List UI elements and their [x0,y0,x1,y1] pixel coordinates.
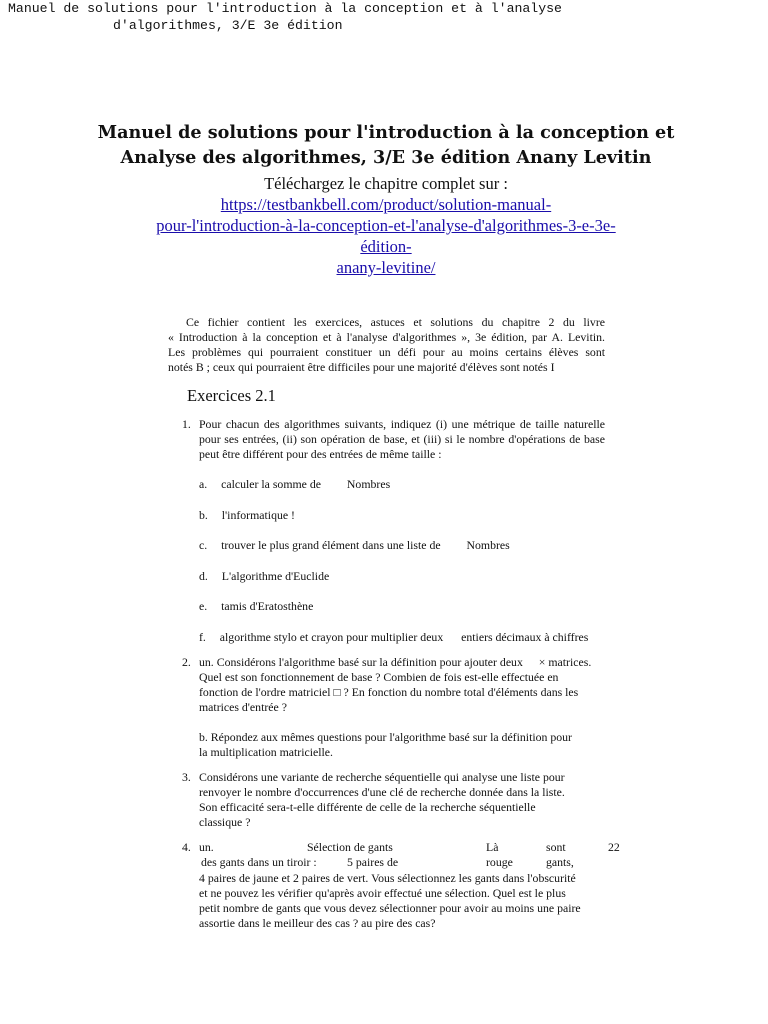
item-letter: c. [199,538,208,552]
q4-row2-word: des gants dans un tiroir : [201,855,317,869]
q4-line: et ne pouvez les vérifier qu'après avoir effectué une sélection. Quel est le plus [199,886,566,900]
item-text: L'algorithme d'Euclide [221,569,330,583]
q2-b-line: la multiplication matricielle. [199,745,333,759]
item-letter: b. [199,508,208,522]
item-tail: Nombres [346,477,391,491]
download-block [60,173,712,278]
exercises-heading: Exercices 2.1 [187,386,276,405]
download-link-line-1: https://testbankbell.com/product/solution-manual- [220,195,552,214]
q4-line: petit nombre de gants que vous devez sélectionner pour avoir au moins une paire [199,901,581,915]
q3-line: classique ? [199,815,251,829]
question-4-number: 4. [182,840,191,854]
download-link[interactable] [156,195,615,277]
intro-line: notés B ; ceux qui pourraient être difficiles pour une majorité d'élèves sont notés I [168,360,555,374]
item-letter: d. [199,569,208,583]
question-4-text [199,871,619,931]
q2-a-line: fonction de l'ordre matriciel □ ? En fonction du nombre total d'éléments dans les [199,685,579,699]
question-1-item-e [199,599,313,614]
title-line-2: Analyse des algorithmes, 3/E 3e édition Anany Levitin [120,147,652,168]
question-1-item-c [199,538,510,553]
q2-a-prefix: un. Considérons l'algorithme basé sur la définition pour ajouter deux [199,655,523,669]
item-tail: entiers décimaux à chiffres [461,630,589,644]
item-text: tamis d'Eratosthène [221,599,314,613]
question-1-item-b [199,508,295,523]
question-3-number: 3. [182,770,191,784]
item-text: trouver le plus grand élément dans une liste de [221,538,441,552]
q4-line: 4 paires de jaune et 2 paires de vert. Vous sélectionnez les gants dans l'obscurité [199,871,576,885]
question-3-text [199,770,611,830]
q4-row2-word: gants, [546,855,574,869]
q4-row1-word: 22 [608,840,620,854]
question-2-part-b [199,730,611,760]
item-letter: f. [199,630,206,644]
item-text: algorithme stylo et crayon pour multiplier deux [219,630,444,644]
question-2-number: 2. [182,655,191,669]
item-letter: e. [199,599,208,613]
question-1-item-f [199,630,588,645]
title-line-1: Manuel de solutions pour l'introduction à la conception et [97,122,675,143]
q4-row2-word: rouge [486,855,513,869]
question-1-number: 1. [182,417,191,431]
q2-a-suffix: × matrices. [538,655,592,669]
item-text: calculer la somme de [221,477,321,491]
q4-row2-word: 5 paires de [347,855,399,869]
q4-row1-word: sont [546,840,566,854]
header-line-1: Manuel de solutions pour l'introduction à la conception et à l'analyse [8,1,562,16]
q4-row1-word: Là [486,840,499,854]
intro-line: Ce fichier contient les exercices, astuces et solutions du chapitre 2 du livre [186,315,605,329]
download-link-line-3: édition- [360,237,412,256]
header-line-2: d'algorithmes, 3/E 3e édition [113,18,343,33]
item-tail: Nombres [466,538,510,552]
download-label: Téléchargez le chapitre complet sur : [264,174,508,193]
q4-row1-word: un. [199,840,214,854]
q3-line: renvoyer le nombre d'occurrences d'une clé de recherche donnée dans la liste. [199,785,565,799]
question-1-item-a [199,477,390,492]
q2-b-line: b. Répondez aux mêmes questions pour l'algorithme basé sur la définition pour [199,730,572,744]
q3-line: Considérons une variante de recherche séquentielle qui analyse une liste pour [199,770,565,784]
item-letter: a. [199,477,208,491]
question-1-item-d [199,569,329,584]
q2-a-line: Quel est son fonctionnement de base ? Combien de fois est-elle effectuée en [199,670,559,684]
document-title [60,120,712,170]
q4-line: assortie dans le meilleur des cas ? au pire des cas? [199,916,436,930]
q4-row1-word: Sélection de gants [307,840,393,854]
download-link-line-2: pour-l'introduction-à-la-conception-et-l'analyse-d'algorithmes-3-e-3e- [156,216,616,235]
intro-line: Les problèmes qui pourraient constituer un défi pour au moins certains élèves sont [168,345,605,359]
question-2-part-a [199,655,611,715]
q3-line: Son efficacité sera-t-elle différente de celle de la recherche séquentielle [199,800,536,814]
question-1-text: Pour chacun des algorithmes suivants, indiquez (i) une métrique de taille naturelle pour ses entrées, (ii) son opération de base, et (iii) si le nombre d'opérations de base peut être différent pour des entrées de même taille : [199,417,605,461]
question-2-a-first-line [199,655,611,670]
intro-line: « Introduction à la conception et à l'analyse d'algorithmes », 3e édition, par A. Levitin. [168,330,605,344]
q2-a-line: matrices d'entrée ? [199,700,287,714]
download-link-line-4: anany-levitine/ [336,258,436,277]
intro-paragraph [168,315,605,375]
item-text: l'informatique ! [221,508,295,522]
